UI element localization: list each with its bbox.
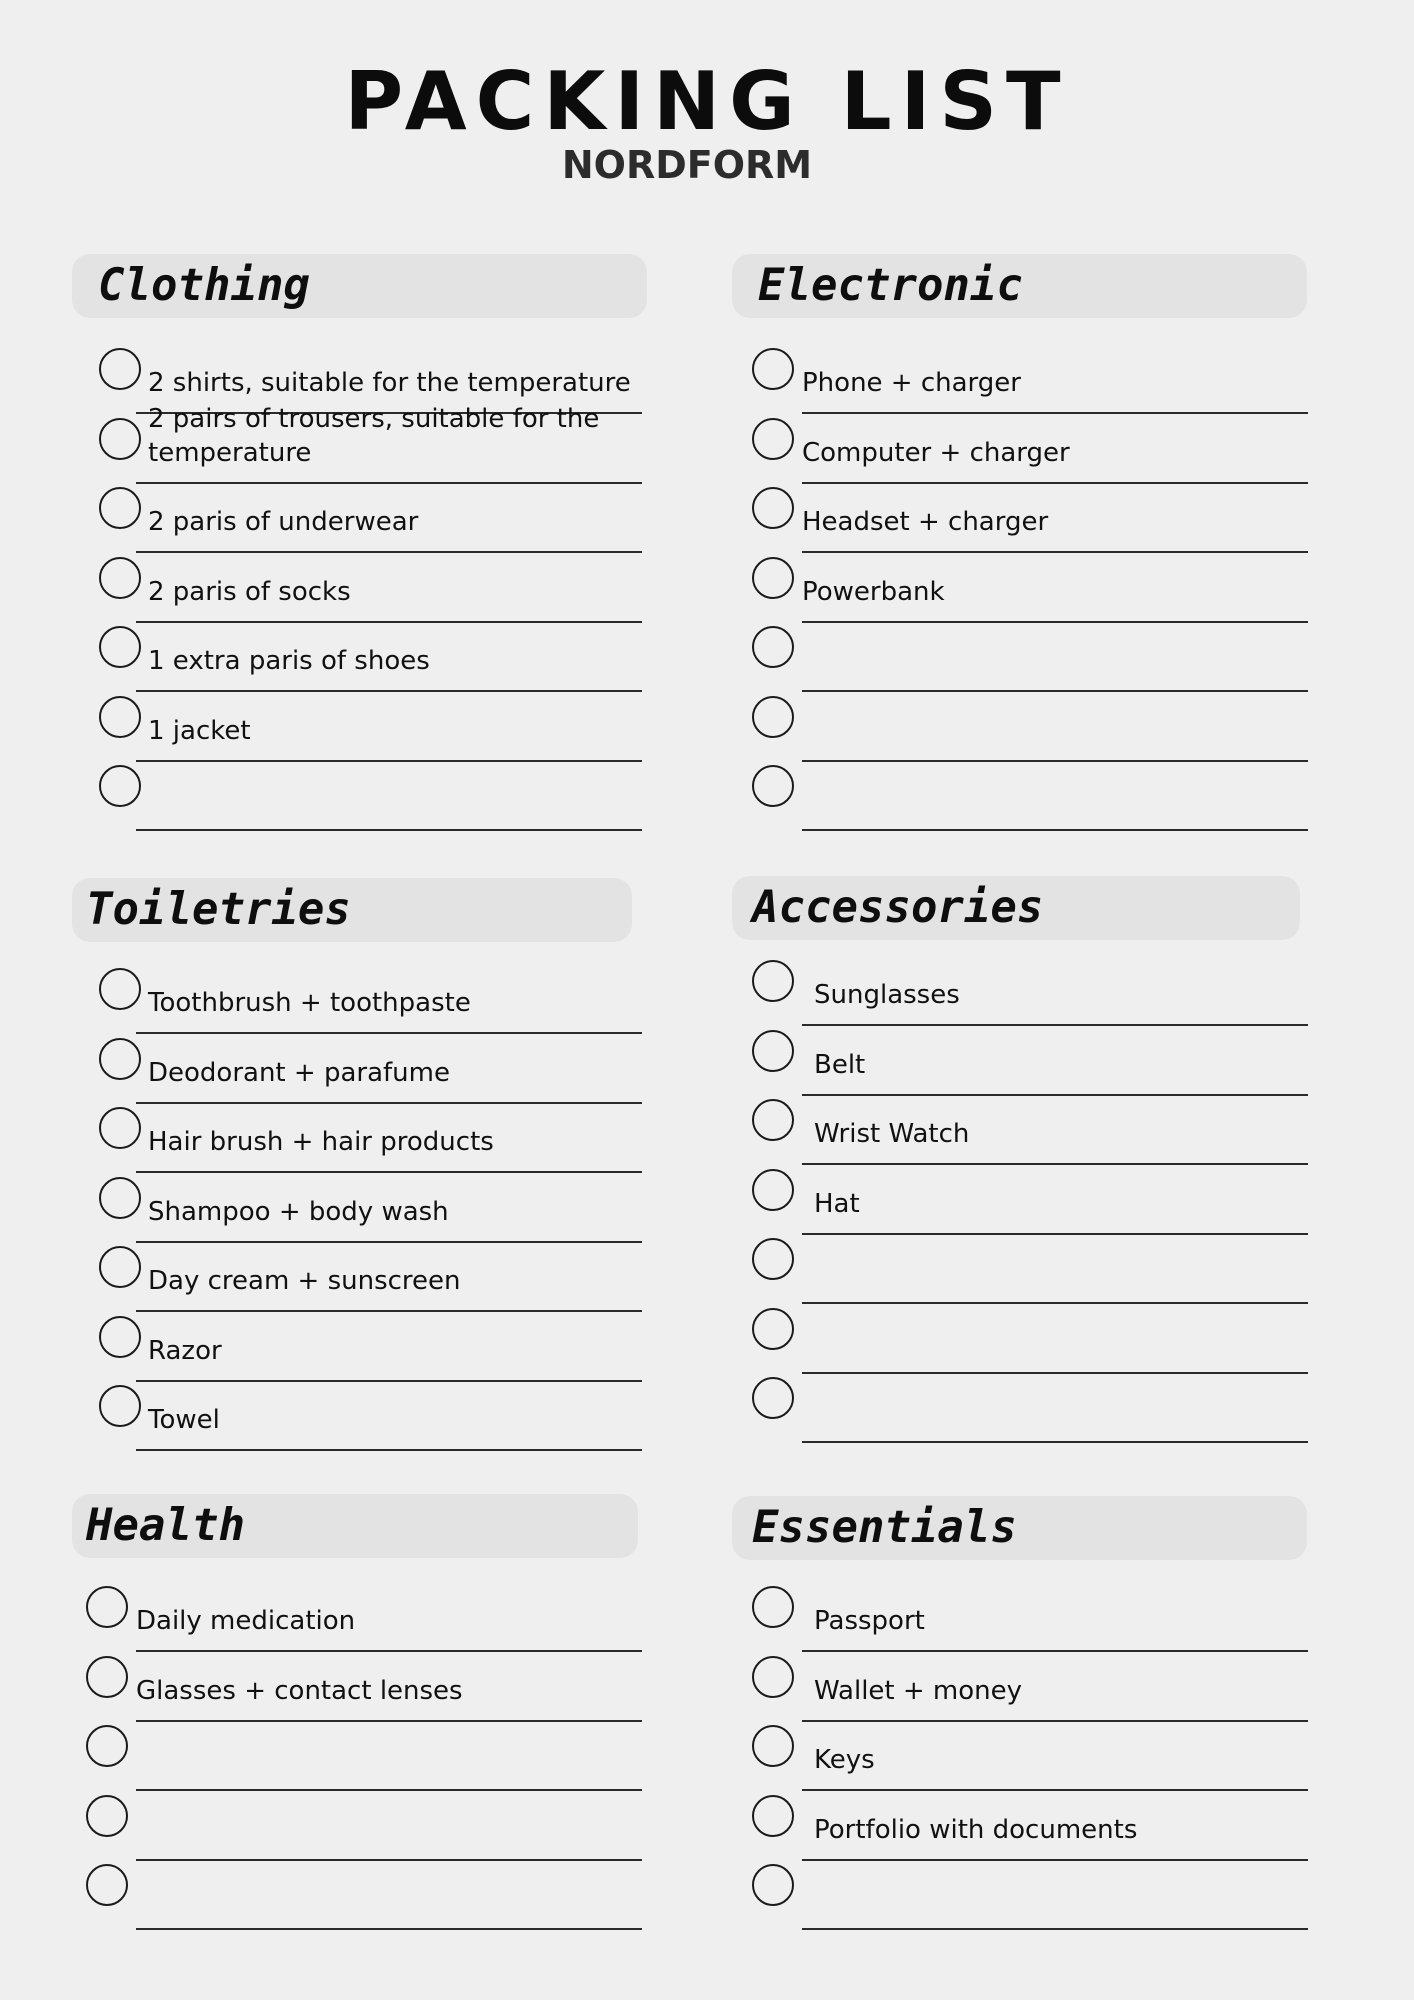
section-header	[732, 254, 1307, 318]
checklist-item	[732, 1582, 1332, 1652]
section-header	[72, 254, 647, 318]
checkbox[interactable]	[752, 1238, 794, 1280]
checkbox[interactable]	[752, 1586, 794, 1628]
item-label: Wrist Watch	[814, 1119, 970, 1149]
checkbox[interactable]	[752, 960, 794, 1002]
item-label: 2 pairs of trousers, suitable for the temperature	[148, 403, 600, 468]
checklist-item	[72, 1381, 672, 1451]
section-header	[72, 1494, 638, 1558]
item-label: Hat	[814, 1188, 860, 1219]
checkbox[interactable]	[86, 1795, 128, 1837]
write-in-line	[802, 829, 1308, 831]
item-label: Towel	[148, 1405, 220, 1435]
checklist-item	[72, 964, 672, 1034]
page-subtitle: NORDFORM	[561, 143, 813, 187]
checkbox[interactable]	[752, 626, 794, 668]
section-header	[732, 1496, 1307, 1560]
checklist-item	[72, 1721, 672, 1791]
checkbox[interactable]	[99, 1316, 141, 1358]
checklist-item	[72, 1312, 672, 1382]
item-label: Passport	[814, 1606, 925, 1636]
checkbox[interactable]	[752, 1795, 794, 1837]
checklist-item	[732, 1373, 1332, 1443]
checkbox[interactable]	[752, 1656, 794, 1698]
checkbox[interactable]	[99, 557, 141, 599]
checklist-item	[732, 1026, 1332, 1096]
checkbox[interactable]	[99, 626, 141, 668]
item-label: Daily medication	[136, 1606, 356, 1636]
checklist-item	[732, 622, 1332, 692]
checklist-item	[72, 1034, 672, 1104]
item-label: Wallet + money	[814, 1675, 1023, 1706]
section-title: Electronic	[758, 260, 1023, 311]
checklist-item	[72, 1103, 672, 1173]
checklist-item	[72, 1173, 672, 1243]
checkbox[interactable]	[86, 1725, 128, 1767]
checkbox[interactable]	[752, 487, 794, 529]
item-label: Phone + charger	[802, 368, 1021, 398]
page-title: PACKING LIST	[344, 55, 1070, 148]
checklist-item	[72, 1860, 672, 1930]
checklist-item	[732, 1234, 1332, 1304]
checkbox[interactable]	[99, 1107, 141, 1149]
item-label: Sunglasses	[814, 980, 960, 1010]
checklist-item	[72, 1582, 672, 1652]
checkbox[interactable]	[99, 418, 141, 460]
checkbox[interactable]	[752, 348, 794, 390]
checklist-item	[732, 956, 1332, 1026]
item-label: 2 paris of underwear	[148, 507, 419, 537]
checkbox[interactable]	[752, 557, 794, 599]
write-in-line	[136, 1449, 642, 1451]
checklist-item	[732, 483, 1332, 553]
checklist-item	[732, 1721, 1332, 1791]
checkbox[interactable]	[99, 1246, 141, 1288]
write-in-line	[136, 1928, 642, 1930]
checkbox[interactable]	[99, 968, 141, 1010]
checklist-item	[732, 692, 1332, 762]
item-label: 2 shirts, suitable for the temperature	[148, 368, 631, 398]
checklist-item	[72, 483, 672, 553]
checklist-item	[72, 761, 672, 831]
section-header	[72, 878, 632, 942]
checklist-item	[732, 414, 1332, 484]
checkbox[interactable]	[86, 1656, 128, 1698]
item-label: Belt	[814, 1049, 866, 1080]
checkbox[interactable]	[99, 487, 141, 529]
checklist-item	[732, 344, 1332, 414]
item-label: Toothbrush + toothpaste	[148, 988, 471, 1018]
item-label: Hair brush + hair products	[148, 1127, 494, 1157]
checkbox[interactable]	[99, 696, 141, 738]
checkbox[interactable]	[99, 1177, 141, 1219]
checklist-item	[72, 1242, 672, 1312]
checklist-item	[732, 1095, 1332, 1165]
checkbox[interactable]	[86, 1586, 128, 1628]
checklist-item	[732, 1860, 1332, 1930]
item-label: Glasses + contact lenses	[136, 1675, 463, 1706]
item-label: 1 extra paris of shoes	[148, 646, 430, 676]
checkbox[interactable]	[99, 1038, 141, 1080]
checklist-item	[732, 1652, 1332, 1722]
write-in-line	[802, 1441, 1308, 1443]
checkbox[interactable]	[752, 765, 794, 807]
item-label: Razor	[148, 1335, 222, 1366]
checklist-item	[732, 761, 1332, 831]
checkbox[interactable]	[752, 1377, 794, 1419]
checkbox[interactable]	[99, 348, 141, 390]
section-title: Health	[86, 1500, 245, 1551]
section-title: Clothing	[98, 260, 310, 311]
section-title: Essentials	[752, 1502, 1017, 1553]
checkbox[interactable]	[752, 1725, 794, 1767]
checklist-item	[732, 1165, 1332, 1235]
checkbox[interactable]	[752, 1099, 794, 1141]
item-label: Computer + charger	[802, 437, 1070, 468]
checkbox[interactable]	[752, 1169, 794, 1211]
checkbox[interactable]	[86, 1864, 128, 1906]
write-in-line	[802, 1928, 1308, 1930]
item-label: Deodorant + parafume	[148, 1057, 450, 1088]
item-label: Portfolio with documents	[814, 1814, 1138, 1845]
checkbox[interactable]	[752, 696, 794, 738]
checklist-item	[72, 403, 672, 484]
checklist-item	[72, 1652, 672, 1722]
checkbox[interactable]	[752, 1308, 794, 1350]
checkbox[interactable]	[99, 1385, 141, 1427]
item-label: Keys	[814, 1745, 875, 1775]
checklist-item	[72, 553, 672, 623]
write-in-line	[136, 829, 642, 831]
checkbox[interactable]	[752, 1030, 794, 1072]
item-label: Shampoo + body wash	[148, 1196, 449, 1227]
checkbox[interactable]	[752, 1864, 794, 1906]
section-title: Accessories	[752, 882, 1044, 933]
checklist-item	[72, 692, 672, 762]
checklist-item	[732, 553, 1332, 623]
checklist-item	[732, 1791, 1332, 1861]
section-header	[732, 876, 1300, 940]
item-label: 1 jacket	[148, 715, 251, 746]
checklist-item	[72, 1791, 672, 1861]
item-label: Day cream + sunscreen	[148, 1266, 461, 1296]
checklist-item	[732, 1304, 1332, 1374]
checkbox[interactable]	[752, 418, 794, 460]
section-title: Toiletries	[86, 884, 351, 935]
item-label: Powerbank	[802, 576, 945, 607]
item-label: Headset + charger	[802, 507, 1049, 537]
item-label: 2 paris of socks	[148, 576, 351, 607]
checklist-item	[72, 622, 672, 692]
checkbox[interactable]	[99, 765, 141, 807]
